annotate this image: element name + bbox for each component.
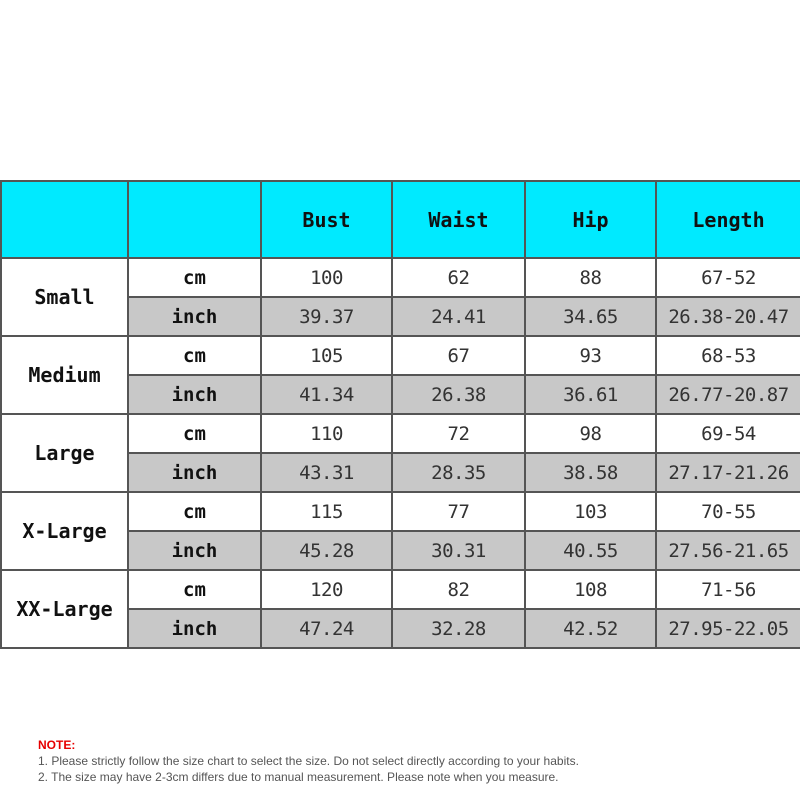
waist-cell: 30.31 (392, 531, 525, 570)
size-label: XX-Large (1, 570, 128, 648)
unit-cell: inch (128, 609, 261, 648)
size-label: X-Large (1, 492, 128, 570)
unit-cell: cm (128, 570, 261, 609)
waist-cell: 26.38 (392, 375, 525, 414)
size-table (0, 180, 800, 649)
unit-cell: cm (128, 336, 261, 375)
length-cell: 26.77-20.87 (656, 375, 800, 414)
unit-cell: cm (128, 414, 261, 453)
hip-cell: 93 (525, 336, 656, 375)
bust-cell: 41.34 (261, 375, 392, 414)
waist-cell: 77 (392, 492, 525, 531)
length-cell: 70-55 (656, 492, 800, 531)
length-cell: 68-53 (656, 336, 800, 375)
bust-cell: 110 (261, 414, 392, 453)
header-blank-size (1, 181, 128, 258)
unit-cell: cm (128, 492, 261, 531)
table-row (1, 570, 800, 609)
waist-cell: 72 (392, 414, 525, 453)
bust-cell: 47.24 (261, 609, 392, 648)
header-row (1, 181, 800, 258)
waist-cell: 67 (392, 336, 525, 375)
hip-cell: 34.65 (525, 297, 656, 336)
hip-cell: 40.55 (525, 531, 656, 570)
unit-cell: inch (128, 531, 261, 570)
header-bust: Bust (261, 181, 392, 258)
waist-cell: 82 (392, 570, 525, 609)
hip-cell: 103 (525, 492, 656, 531)
length-cell: 67-52 (656, 258, 800, 297)
length-cell: 69-54 (656, 414, 800, 453)
hip-cell: 98 (525, 414, 656, 453)
waist-cell: 32.28 (392, 609, 525, 648)
bust-cell: 115 (261, 492, 392, 531)
header-length: Length (656, 181, 800, 258)
bust-cell: 105 (261, 336, 392, 375)
waist-cell: 62 (392, 258, 525, 297)
hip-cell: 36.61 (525, 375, 656, 414)
note-title: NOTE: (38, 738, 76, 752)
hip-cell: 88 (525, 258, 656, 297)
note-line-1: 1. Please strictly follow the size chart to select the size. Do not select directly according to your habits. (38, 754, 579, 768)
unit-cell: inch (128, 453, 261, 492)
unit-cell: inch (128, 297, 261, 336)
length-cell: 27.56-21.65 (656, 531, 800, 570)
length-cell: 71-56 (656, 570, 800, 609)
table-row (1, 414, 800, 453)
length-cell: 26.38-20.47 (656, 297, 800, 336)
waist-cell: 24.41 (392, 297, 525, 336)
bust-cell: 100 (261, 258, 392, 297)
length-cell: 27.17-21.26 (656, 453, 800, 492)
size-label: Small (1, 258, 128, 336)
unit-cell: inch (128, 375, 261, 414)
bust-cell: 43.31 (261, 453, 392, 492)
table-row (1, 258, 800, 297)
bust-cell: 39.37 (261, 297, 392, 336)
header-hip: Hip (525, 181, 656, 258)
bust-cell: 45.28 (261, 531, 392, 570)
header-waist: Waist (392, 181, 525, 258)
unit-cell: cm (128, 258, 261, 297)
table-row (1, 336, 800, 375)
size-label: Medium (1, 336, 128, 414)
note-block (38, 737, 778, 785)
header-blank-unit (128, 181, 261, 258)
hip-cell: 42.52 (525, 609, 656, 648)
length-cell: 27.95-22.05 (656, 609, 800, 648)
hip-cell: 38.58 (525, 453, 656, 492)
hip-cell: 108 (525, 570, 656, 609)
waist-cell: 28.35 (392, 453, 525, 492)
size-label: Large (1, 414, 128, 492)
table-row (1, 492, 800, 531)
note-line-2: 2. The size may have 2-3cm differs due to manual measurement. Please note when you measure. (38, 770, 559, 784)
bust-cell: 120 (261, 570, 392, 609)
